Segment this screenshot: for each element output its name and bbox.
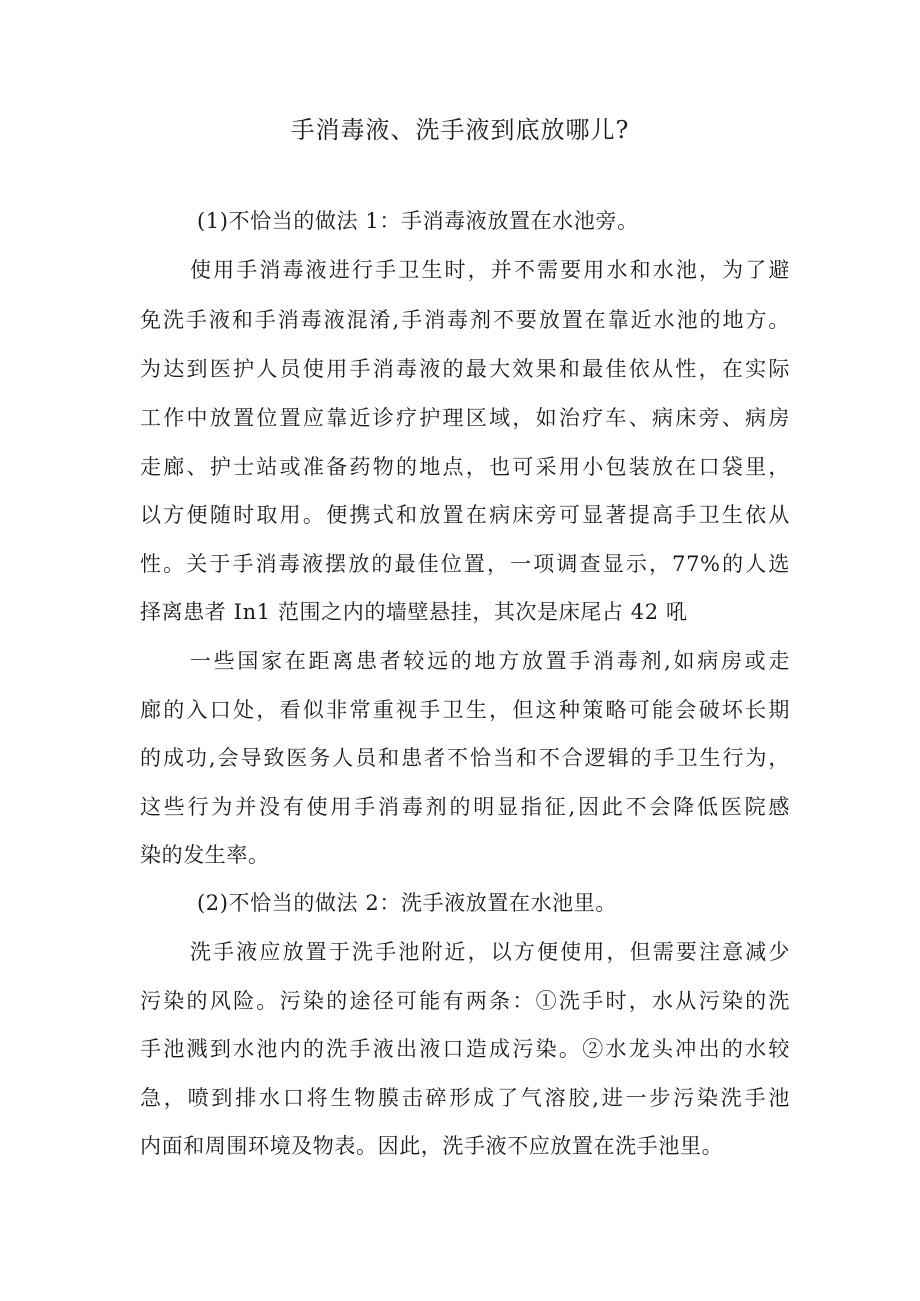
section-heading: (1)不恰当的做法 1：手消毒液放置在水池旁。: [197, 209, 639, 233]
paragraph-line: 手池溅到水池内的洗手液出液口造成污染。②水龙头冲出的水较: [140, 1037, 790, 1061]
paragraph-line: 走廊、护士站或准备药物的地点，也可采用小包装放在口袋里，: [140, 455, 790, 479]
paragraph-line: 这些行为并没有使用手消毒剂的明显指征,因此不会降低医院感: [140, 795, 790, 819]
document-title: 手消毒液、洗手液到底放哪儿?: [290, 116, 630, 144]
paragraph-line: 使用手消毒液进行手卫生时，并不需要用水和水池，为了避: [190, 258, 790, 282]
paragraph-line: 染的发生率。: [140, 843, 270, 867]
paragraph-line: 为达到医护人员使用手消毒液的最大效果和最佳依从性，在实际: [140, 357, 790, 381]
paragraph-line: 择离患者 In1 范围之内的墙壁悬挂，其次是床尾占 42 吼: [140, 600, 688, 624]
paragraph-line: 急，喷到排水口将生物膜击碎形成了气溶胶,进一步污染洗手池: [140, 1086, 790, 1110]
paragraph-line: 性。关于手消毒液摆放的最佳位置，一项调查显示，77%的人选: [140, 552, 790, 576]
paragraph-line: 一些国家在距离患者较远的地方放置手消毒剂,如病房或走: [190, 649, 790, 673]
paragraph-line: 廊的入口处，看似非常重视手卫生，但这种策略可能会破坏长期: [140, 698, 790, 722]
paragraph-line: 污染的风险。污染的途径可能有两条：①洗手时，水从污染的洗: [140, 989, 790, 1013]
paragraph-line: 洗手液应放置于洗手池附近，以方便使用，但需要注意减少: [190, 940, 790, 964]
paragraph-line: 工作中放置位置应靠近诊疗护理区域，如治疗车、病床旁、病房: [140, 406, 790, 430]
paragraph-line: 免洗手液和手消毒液混淆,手消毒剂不要放置在靠近水池的地方。: [140, 308, 790, 332]
paragraph-line: 以方便随时取用。便携式和放置在病床旁可显著提高手卫生依从: [140, 503, 790, 527]
paragraph-line: 的成功,会导致医务人员和患者不恰当和不合逻辑的手卫生行为，: [140, 746, 790, 770]
paragraph-line: 内面和周围环境及物表。因此，洗手液不应放置在洗手池里。: [140, 1134, 724, 1158]
section-heading: (2)不恰当的做法 2：洗手液放置在水池里。: [197, 891, 617, 915]
